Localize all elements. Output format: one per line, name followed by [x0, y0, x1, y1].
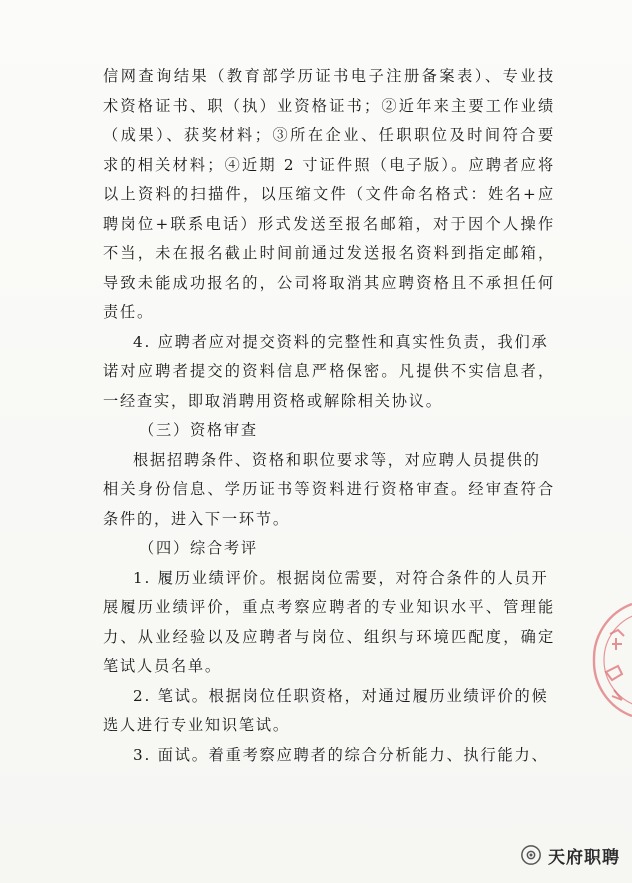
text-line: 导致未能成功报名的，公司将取消其应聘资格且不承担任何: [103, 273, 555, 292]
section-heading: （三）资格审查: [139, 421, 258, 439]
text-line: 1. 履历业绩评价。根据岗位需要，对符合条件的人员开: [133, 568, 549, 587]
wechat-watermark: [520, 840, 620, 870]
text-line: 责任。: [103, 303, 154, 321]
text-line: 不当，未在报名截止时间前通过发送报名资料到指定邮箱，: [103, 244, 555, 262]
text-line: 聘岗位+联系电话）形式发送至报名邮箱，对于因个人操作: [103, 214, 555, 233]
text-line: 一经查实，即取消聘用资格或解除相关协议。: [103, 391, 443, 410]
text-line: 相关身份信息、学历证书等资料进行资格审查。经审查符合: [103, 480, 555, 498]
text-line: 术资格证书、职（执）业资格证书；②近年来主要工作业绩: [103, 96, 555, 115]
text-line: 2. 笔试。根据岗位任职资格，对通过履历业绩评价的候: [133, 686, 549, 705]
text-line: （成果）、获奖材料；③所在企业、任职职位及时间符合要: [103, 126, 555, 144]
text-line: 笔试人员名单。: [103, 657, 222, 675]
text-line: 4. 应聘者应对提交资料的完整性和真实性负责，我们承: [133, 332, 549, 351]
wechat-official-account-icon: [520, 844, 542, 866]
text-line: 3. 面试。着重考察应聘者的综合分析能力、执行能力、: [133, 745, 549, 764]
text-line: 选人进行专业知识笔试。: [103, 716, 290, 734]
text-line: 根据招聘条件、资格和职位要求等，对应聘人员提供的: [133, 450, 541, 469]
body-text: [103, 62, 555, 770]
watermark-text: 天府职聘: [548, 847, 620, 868]
text-line: 求的相关材料；④近期 2 寸证件照（电子版）。应聘者应将: [103, 155, 555, 174]
text-line: 力、从业经验以及应聘者与岗位、组织与环境匹配度，确定: [103, 627, 555, 646]
text-line: 诺对应聘者提交的资料信息严格保密。凡提供不实信息者，: [103, 362, 555, 380]
section-heading: （四）综合考评: [139, 539, 258, 557]
red-seal-stamp: [586, 600, 632, 720]
text-line: 信网查询结果（教育部学历证书电子注册备案表）、专业技: [103, 67, 555, 85]
text-line: 展履历业绩评价，重点考察应聘者的专业知识水平、管理能: [103, 598, 555, 616]
text-line: 条件的，进入下一环节。: [103, 509, 290, 528]
text-line: 以上资料的扫描件，以压缩文件（文件命名格式：姓名+应: [103, 185, 555, 203]
